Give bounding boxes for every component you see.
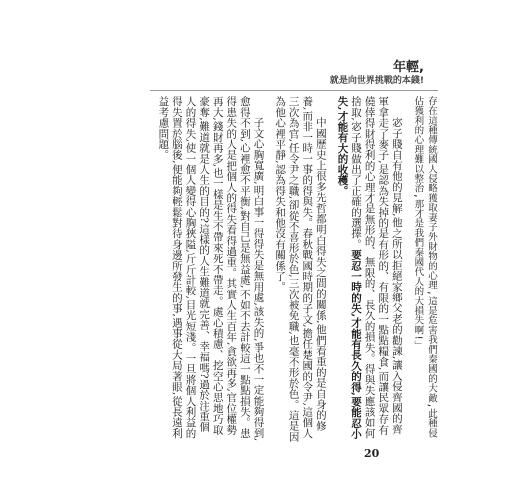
paragraph-1-text: 宓子賤自有他的見解,他之所以拒絕家鄉父老的勸諫,讓入侵齊國的齊軍拿走了麥子,是認為失掉的是有形的、有限的一點點糧食,而讓民眾存有僥倖得財得利的心理才是無形的、無限的、長久的損失。得與失應該如何捨取,宓子賤做出了正確的選擇。: [350, 96, 403, 439]
paragraph-gap: [403, 96, 411, 442]
header-subtitle: 就是向世界挑戰的本錢!: [329, 76, 424, 86]
vertical-body-text: [152, 96, 438, 442]
header-divider: [150, 90, 438, 91]
header-title: 年輕,: [393, 60, 424, 75]
paragraph-1-emphasis: 要忍一時的失,才能有長久的得,要能忍小失,才能有大的收穫。: [336, 96, 363, 439]
page-number: 20: [364, 447, 380, 460]
paragraph-gap: [264, 96, 272, 442]
paragraph-1: [335, 96, 403, 442]
paragraph-gap: [327, 96, 335, 442]
paragraph-2: 中國歷史上很多先哲都明白得失之間的關係,他們看重的是自身的修養,而非一時一事的得與失。春秋戰國時期的子文,擔任楚國的令尹,這個人三次為官,任令尹之職,卻從不喜形於色,三次被免職,也毫不形於色。這是因為他心裡平靜,認為得失和他沒有關係了。: [274, 96, 327, 442]
quoted-passage: 存在這種傳統國人侵略獲取妻子外財物的心理,這是危害我們秦國的大敵,此種侵佔獲利的心理難以整治,那才是我們秦國代人的大損失啊!」: [412, 96, 437, 438]
paragraph-3: 子文心胸寬廣,明白事一得得失是無用處,該失的,爭也不一定能夠得到,愈得不到,心裡愈不平衡,對自己是無益處,不如不去計較這一點點損失。患得患失的人是把個人的得失看得過重。其實人生百年,貪欲再多,官位權勢再大,錢財再多,也一樣是生不帶來死不帶走。處心積慮、挖空心思地巧取豪奪,難道就是人生的目的?這樣的人生難道就完善、幸福嗎?過於注重個人的得失,使一個人變得心胸狹隘,斤斤計較,目光短淺。一旦將個人利益的得失置於腦後,便能夠輕鬆對待身邊所發生的事,遇事從大局著眼,從長遠利益考慮問題。: [157, 96, 265, 442]
running-header: [330, 60, 424, 87]
